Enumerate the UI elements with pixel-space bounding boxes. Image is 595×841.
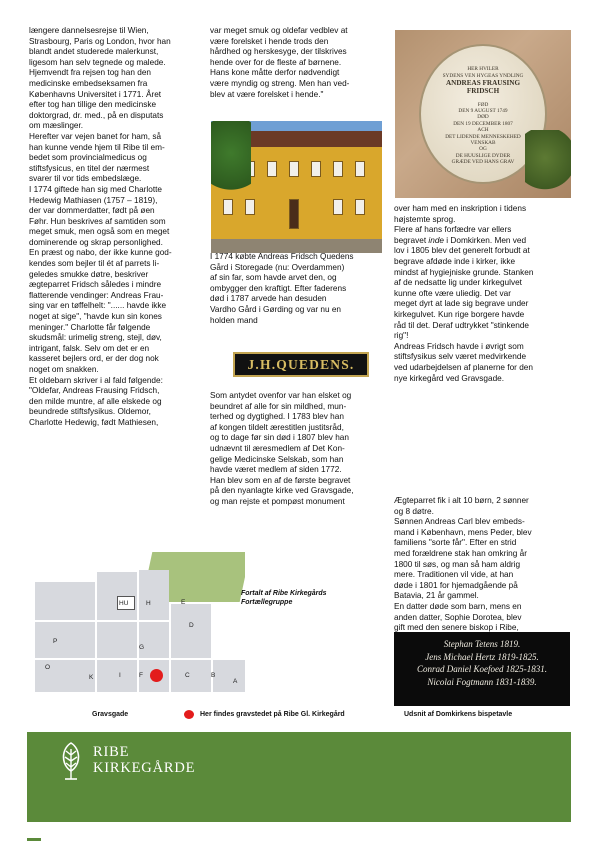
map-label-h: H — [146, 600, 151, 607]
legend-caption: Her findes gravstedet på Ribe Gl. Kirkegård — [200, 711, 345, 718]
sign-text: J.H.QUEDENS. — [247, 357, 355, 372]
article-column-2-bottom: Som antydet ovenfor var han elsket og beundret af alle for sin mildhed, mun- terhed og dygtighed. I 1783 blev han af kongen tildelt ærestitlen justitsråd, og to dage før sin død i 1807 blev han udnævnt til æresmedlem af Det Kon- gelige Medicinske Selskab, som han havde været medlem af siden 1772. Han blev som en af de første begravet på den nyanlagte kirke ved Gravsgade, og man rejste et pompøst monument — [210, 391, 354, 506]
grave-location-marker — [150, 669, 163, 682]
plaque-line-2: FØD DEN 9 AUGUST 1749 DØD DEN 19 DECEMBER 1807 ACH DET LIDENDE MENNESKEHED VENSKAB OG DE HUUSLIGE DYDER GRÆDE VED HANS GRAV — [445, 101, 521, 166]
plaque-inscription — [425, 60, 541, 166]
board-caption: Udsnit af Domkirkens bispetavle — [404, 711, 513, 718]
article-column-3-top — [394, 204, 570, 384]
map-label-o: O — [45, 664, 51, 671]
article-column-2-top: var meget smuk og oldefar vedblev at være forelsket i hende trods den hårdhed og herskesyge, der tilskrives hende over for de fleste af børnene. Hans kone måtte derfor nødvendigt være myndig og streng. Men han ved- blev at være forelsket i hende." — [210, 26, 350, 99]
storytelling-group-credit: Fortalt af Ribe Kirkegårds Fortællegruppe — [241, 590, 327, 606]
map-caption: Gravsgade — [92, 711, 129, 718]
plaque-line-1: HER HVILER SYDENS VEN HYGEAS YNDLING — [442, 66, 524, 79]
map-label-p: P — [53, 638, 58, 645]
map-label-k: K — [89, 674, 94, 681]
cemetery-map — [35, 552, 245, 704]
plaque-name: ANDREAS FRAUSING FRIDSCH — [445, 79, 521, 96]
map-label-b: B — [211, 672, 216, 679]
gravestone-plaque-photo — [395, 30, 571, 198]
bishop-board-photo: Stephan Tetens 1819. Jens Michael Hertz 1819-1825. Conrad Daniel Koefoed 1825-1831. Nicolai Fogtmann 1831-1839. — [394, 632, 570, 706]
article-column-2-middle: I 1774 købte Andreas Fridsch Quedens Gård i Storegade (nu: Overdammen) af sin far, som havde arvet den, og ombygger den kraftigt. Efter faderens død i 1787 arvede han desuden Vardho Gård i Gørding og var nu en holden mand — [210, 252, 354, 325]
quedens-sign-photo — [233, 352, 369, 377]
map-label-a: A — [233, 678, 238, 685]
map-label-g: G — [139, 644, 145, 651]
map-label-i: I — [119, 672, 121, 679]
map-label-f: F — [139, 672, 143, 679]
footer-banner — [27, 732, 571, 822]
article-column-3-bottom: Ægteparret fik i alt 10 børn, 2 sønner og 8 døtre. Sønnen Andreas Carl blev embeds- mand i København, mens Peder, blev familiens "sorte får". Efter en strid med forældrene stak han omkring år 1800 til søs, og man så ham aldrig mere. Traditionen vil vide, at han døde i 1801 for hjemadgående på Batavia, 21 år gammel. En datter døde som barn, mens en anden datter, Sophie Dorotea, blev gift med den senere biskop i Ribe, — [394, 496, 532, 633]
map-label-e: E — [181, 599, 186, 606]
article-column-1: længere dannelsesrejse til Wien, Strasbourg, Paris og London, hvor han blandt andet studerede malerkunst, ligesom han selv tegnede og malede. Hjemvendt fra rejsen tog han den medicinske embedseksamen fra Københavns Universitet i 1771. Året efter tog han tillige den medicinske doktorgrad, dr. med., på en disputats om mæslinger. Herefter var vejen banet for ham, så han kunne vende hjem til Ribe til em- bedet som provincialmedicus og stiftsfysicus, en titel der nærmest svarer til vor tids embedslæge. I 1774 giftede han sig med Charlotte Hedewig Mathiasen (1757 – 1819), der var dommerdatter, født på øen Føhr. Hun beskrives af samtiden som meget smuk, men også som en meget dominerende og skrap personlighed. En præst og nabo, der ikke kunne god- kendes som bejler til ét af parrets li- geledes smukke døtre, beskriver ægteparret Fridsch således i mindre flatterende vendinger: Andreas Frau- sing var en tøffelhelt: "...... havde ikke noget at sige", "havde kun sin kones meninger." Charlotte får følgende skudsmål: urimelig streng, stejl, døv, intrigant, falsk. Selv om det er en kasseret bejlers ord, er der dog nok noget om snakken. Et oldebarn skriver i al fald følgende: "Oldefar, Andreas Frausing Fridsch, den milde muntre, af alle elskede og beundrede stiftsfysikus. Oldemor, Charlotte Hedewig, født Mathiesen, — [29, 26, 172, 427]
brand-name: RIBE KIRKEGÅRDE — [93, 744, 196, 776]
column-3-top-text: over ham med en inskription i tidens højstemte sprog. Flere af hans forfædre var ellers begravet inde i Domkirken. Men ved lov i 1805 blev det generelt forbudt at begrave afdøde inde i kirker, ikke mindst af hygiejniske grunde. Stanken af de nedsatte lig under kirkegulvet kunne ofte være uliedig. Det var meget dyrt at lade sig begrave under kirkegulvet. Kun rige borgere havde råd til det. Deraf udtrykket "stinkende rig"! Andreas Fridsch havde i øvrigt som stiftsfysikus selv været medvirkende ved udarbejdelsen af planerne for den nye kirkegård ved Gravsgade. — [394, 204, 534, 383]
map-label-c: C — [185, 672, 190, 679]
map-label-d: D — [189, 622, 194, 629]
legend-marker-icon — [184, 710, 194, 719]
quedens-gaard-photo — [211, 121, 382, 253]
map-label-hu: HU — [119, 600, 129, 607]
tree-logo-icon — [57, 741, 85, 781]
